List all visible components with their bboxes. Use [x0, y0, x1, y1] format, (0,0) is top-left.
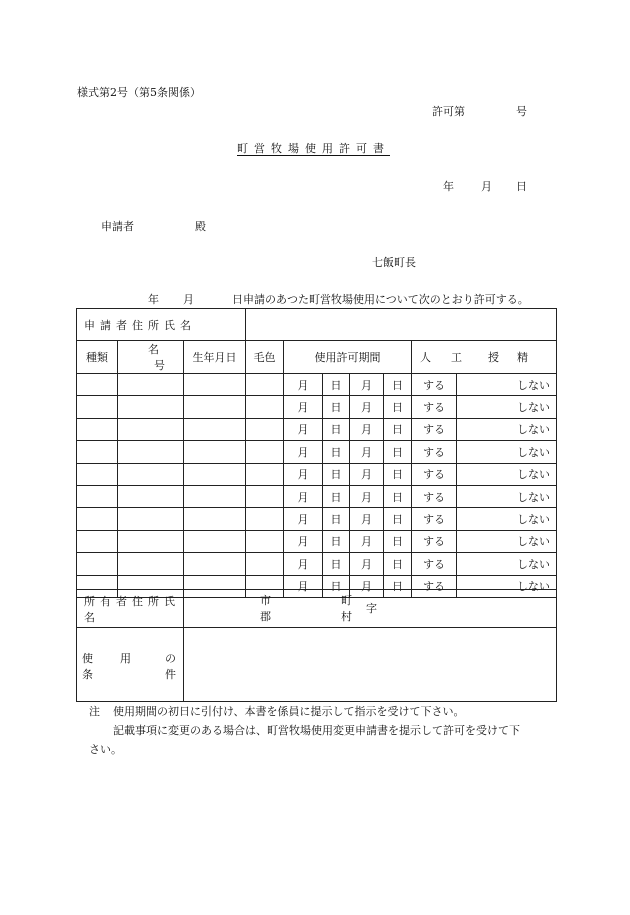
name-cell[interactable]: [118, 530, 184, 552]
conditions-label-4: 条: [82, 668, 93, 681]
header-period: 使用許可期間: [284, 341, 412, 374]
conditions-label-1: 使: [82, 652, 93, 665]
start-day: 日: [323, 396, 350, 418]
coat-color-cell[interactable]: [246, 396, 284, 418]
conditions-label: [77, 628, 184, 702]
name-cell[interactable]: [118, 418, 184, 440]
date-month: 月: [481, 180, 492, 193]
end-day: 日: [384, 396, 412, 418]
ai-no[interactable]: しない: [457, 374, 557, 396]
end-day: 日: [384, 508, 412, 530]
ai-no[interactable]: しない: [457, 396, 557, 418]
owner-county: 郡: [260, 610, 271, 623]
birthdate-cell[interactable]: [184, 374, 246, 396]
owner-aza: 字: [366, 602, 377, 615]
coat-color-cell[interactable]: [246, 418, 284, 440]
document-title: 町営牧場使用許可書: [237, 142, 390, 155]
table-row: [77, 441, 557, 463]
ai-yes[interactable]: する: [412, 396, 457, 418]
ai-no[interactable]: しない: [457, 575, 557, 597]
ai-yes[interactable]: する: [412, 508, 457, 530]
end-day: 日: [384, 463, 412, 485]
name-cell[interactable]: [118, 396, 184, 418]
statement-text: 日申請のあつた町営牧場使用について次のとおり許可する。: [232, 293, 529, 306]
header-row: [77, 341, 557, 374]
end-day: 日: [384, 530, 412, 552]
end-day: 日: [384, 374, 412, 396]
applicant-address-label: 申請者住所氏名: [77, 309, 246, 341]
end-month: 月: [350, 374, 384, 396]
start-day: 日: [323, 530, 350, 552]
coat-color-cell[interactable]: [246, 485, 284, 507]
name-cell[interactable]: [118, 374, 184, 396]
table-row: [77, 508, 557, 530]
name-cell[interactable]: [118, 463, 184, 485]
start-month: 月: [284, 418, 323, 440]
ai-no[interactable]: しない: [457, 553, 557, 575]
start-month: 月: [284, 485, 323, 507]
start-day: 日: [323, 374, 350, 396]
conditions-label-2: 用: [120, 652, 131, 665]
end-month: 月: [350, 508, 384, 530]
start-day: 日: [323, 441, 350, 463]
date-day: 日: [516, 180, 527, 193]
type-cell[interactable]: [77, 396, 118, 418]
birthdate-cell[interactable]: [184, 530, 246, 552]
end-month: 月: [350, 553, 384, 575]
owner-town: 町: [341, 594, 352, 607]
statement-month: 月: [183, 293, 194, 306]
table-row: [77, 530, 557, 552]
note-line-2: 記載事項に変更のある場合は、町営牧場使用変更申請書を提示して許可を受けて下: [113, 724, 520, 737]
note-marker: 注: [89, 705, 100, 718]
end-day: 日: [384, 553, 412, 575]
type-cell[interactable]: [77, 463, 118, 485]
applicant-label: 申請者: [101, 220, 134, 233]
end-month: 月: [350, 441, 384, 463]
start-month: 月: [284, 553, 323, 575]
ai-no[interactable]: しない: [457, 508, 557, 530]
start-month: 月: [284, 575, 323, 597]
coat-color-cell[interactable]: [246, 463, 284, 485]
owner-city: 市: [260, 594, 271, 607]
livestock-table: [76, 308, 557, 598]
ai-no[interactable]: しない: [457, 441, 557, 463]
ai-yes[interactable]: する: [412, 553, 457, 575]
owner-village: 村: [341, 610, 352, 623]
table-row: [77, 485, 557, 507]
type-cell[interactable]: [77, 441, 118, 463]
owner-address-field[interactable]: [184, 590, 557, 628]
header-ai-2: 工: [451, 351, 462, 364]
end-month: 月: [350, 575, 384, 597]
end-month: 月: [350, 463, 384, 485]
ai-yes[interactable]: する: [412, 418, 457, 440]
conditions-label-3: の: [165, 652, 176, 665]
table-row: [77, 553, 557, 575]
start-month: 月: [284, 508, 323, 530]
owner-label: 所有者住所氏名: [77, 590, 184, 628]
header-name: [118, 341, 184, 374]
type-cell[interactable]: [77, 553, 118, 575]
birthdate-cell[interactable]: [184, 418, 246, 440]
table-row: [77, 396, 557, 418]
header-ai-3: 授: [488, 351, 499, 364]
start-month: 月: [284, 530, 323, 552]
type-cell[interactable]: [77, 530, 118, 552]
ai-no[interactable]: しない: [457, 530, 557, 552]
note-line-1: 使用期間の初日に引付け、本書を係員に提示して指示を受けて下さい。: [113, 705, 465, 718]
start-day: 日: [323, 463, 350, 485]
end-day: 日: [384, 485, 412, 507]
start-month: 月: [284, 441, 323, 463]
type-cell[interactable]: [77, 374, 118, 396]
birthdate-cell[interactable]: [184, 396, 246, 418]
coat-color-cell[interactable]: [246, 441, 284, 463]
end-day: 日: [384, 575, 412, 597]
ai-yes[interactable]: する: [412, 463, 457, 485]
header-ai-1: 人: [420, 351, 431, 364]
ai-yes[interactable]: する: [412, 530, 457, 552]
ai-no[interactable]: しない: [457, 418, 557, 440]
name-cell[interactable]: [118, 485, 184, 507]
end-day: 日: [384, 418, 412, 440]
issuer: 七飯町長: [372, 256, 416, 269]
conditions-label-5: 件: [165, 668, 176, 681]
form-number: 様式第2号（第5条関係）: [77, 86, 201, 99]
coat-color-cell[interactable]: [246, 553, 284, 575]
note-line-3: さい。: [89, 743, 122, 756]
end-month: 月: [350, 396, 384, 418]
table-row: [77, 418, 557, 440]
start-day: 日: [323, 575, 350, 597]
statement-year: 年: [148, 293, 159, 306]
conditions-field[interactable]: [184, 628, 557, 702]
name-cell[interactable]: [118, 553, 184, 575]
birthdate-cell[interactable]: [184, 485, 246, 507]
type-cell[interactable]: [77, 508, 118, 530]
name-cell[interactable]: [118, 508, 184, 530]
owner-table: [76, 589, 557, 702]
end-month: 月: [350, 418, 384, 440]
ai-no[interactable]: しない: [457, 485, 557, 507]
applicant-address-field[interactable]: [246, 309, 557, 341]
ai-yes[interactable]: する: [412, 441, 457, 463]
type-cell[interactable]: [77, 418, 118, 440]
start-month: 月: [284, 374, 323, 396]
birthdate-cell[interactable]: [184, 508, 246, 530]
ai-yes[interactable]: する: [412, 485, 457, 507]
header-name-1: 名: [148, 343, 159, 356]
end-day: 日: [384, 441, 412, 463]
header-type: 種類: [77, 341, 118, 374]
birthdate-cell[interactable]: [184, 553, 246, 575]
header-coat-color: 毛色: [246, 341, 284, 374]
start-day: 日: [323, 485, 350, 507]
permit-number-suffix: 号: [516, 105, 527, 118]
birthdate-cell[interactable]: [184, 441, 246, 463]
ai-no[interactable]: しない: [457, 463, 557, 485]
header-ai-4: 精: [517, 351, 528, 364]
end-month: 月: [350, 485, 384, 507]
start-day: 日: [323, 418, 350, 440]
date-year: 年: [443, 180, 454, 193]
start-month: 月: [284, 396, 323, 418]
ai-yes[interactable]: する: [412, 575, 457, 597]
applicant-honorific: 殿: [195, 220, 206, 233]
coat-color-cell[interactable]: [246, 508, 284, 530]
table-row: [77, 463, 557, 485]
table-row: [77, 374, 557, 396]
start-month: 月: [284, 463, 323, 485]
birthdate-cell[interactable]: [184, 463, 246, 485]
type-cell[interactable]: [77, 485, 118, 507]
name-cell[interactable]: [118, 441, 184, 463]
coat-color-cell[interactable]: [246, 530, 284, 552]
end-month: 月: [350, 530, 384, 552]
header-ai: [412, 341, 557, 374]
start-day: 日: [323, 553, 350, 575]
permit-number-prefix: 許可第: [432, 105, 465, 118]
start-day: 日: [323, 508, 350, 530]
header-name-2: 号: [154, 359, 165, 372]
ai-yes[interactable]: する: [412, 374, 457, 396]
header-birthdate: 生年月日: [184, 341, 246, 374]
coat-color-cell[interactable]: [246, 374, 284, 396]
